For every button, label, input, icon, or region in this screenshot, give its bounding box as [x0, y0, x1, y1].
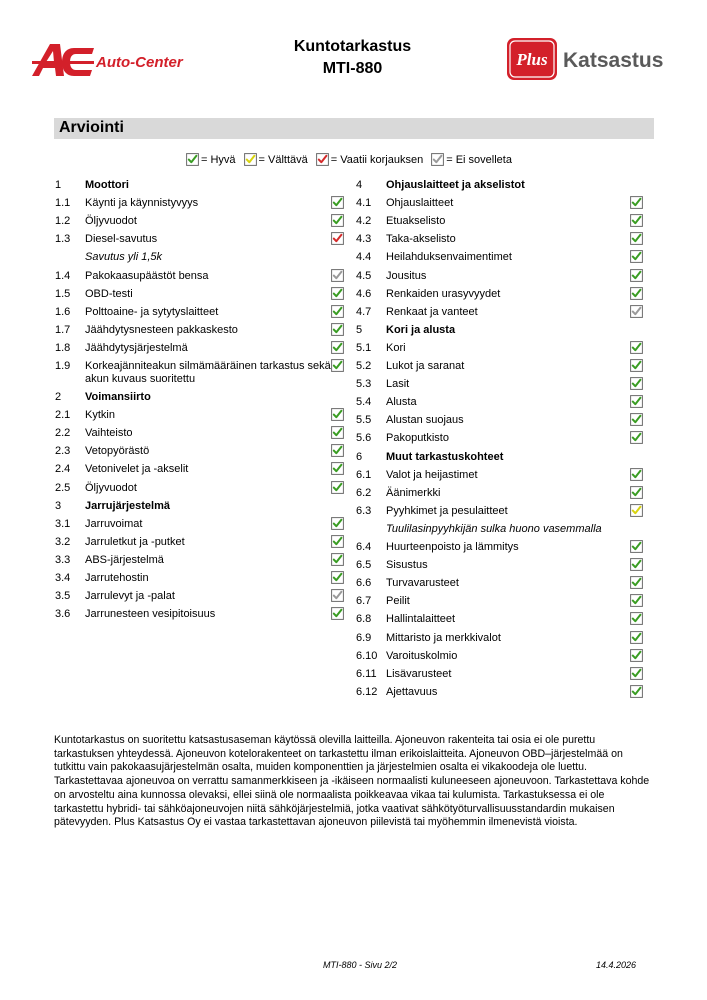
status-legend	[186, 153, 520, 166]
status-indicator	[630, 667, 643, 680]
checklist-item	[356, 233, 646, 246]
item-label: Öljyvuodot	[85, 215, 137, 228]
item-number: 2.5	[55, 481, 71, 494]
status-indicator	[630, 612, 643, 625]
item-number: 6.12	[356, 685, 378, 698]
item-number: 2.1	[55, 409, 71, 422]
item-number: 6.7	[356, 595, 372, 608]
checkmark-repair-icon	[316, 153, 329, 166]
item-label: Lasit	[386, 378, 410, 391]
checklist-item	[55, 427, 345, 440]
status-indicator	[630, 395, 643, 408]
item-number: 3.5	[55, 590, 71, 603]
checkmark-good-icon	[630, 250, 643, 263]
item-number: 2.4	[55, 463, 71, 476]
item-label: Huurteenpoisto ja lämmitys	[386, 541, 519, 553]
status-indicator	[331, 462, 344, 475]
checklist-item	[356, 613, 646, 626]
checkmark-good-icon	[331, 323, 344, 336]
item-number: 5.4	[356, 396, 372, 409]
checkmark-good-icon	[630, 287, 643, 300]
item-number: 1.1	[55, 197, 71, 210]
checklist-item	[356, 360, 646, 373]
item-number: 2.3	[55, 445, 71, 458]
checklist-item	[356, 632, 646, 645]
checkmark-na-icon	[331, 589, 344, 602]
item-number: 4.2	[356, 215, 372, 228]
item-number: 1	[55, 179, 62, 191]
item-number: 6.9	[356, 631, 372, 644]
item-number: 6.3	[356, 504, 372, 517]
item-label: Etuakselisto	[386, 215, 446, 228]
checkmark-good-icon	[331, 607, 344, 620]
item-number: 3.4	[55, 572, 71, 584]
item-number: 1.3	[55, 233, 71, 246]
item-number: 1.7	[55, 323, 71, 336]
item-label: Ajettavuus	[386, 685, 438, 698]
status-indicator	[630, 359, 643, 372]
checkmark-fair-icon	[630, 504, 643, 517]
item-number: 6	[356, 450, 363, 463]
title-line-2: MTI-880	[322, 60, 383, 77]
checkmark-good-icon	[331, 287, 344, 300]
checkmark-good-icon	[630, 196, 643, 209]
item-number: 3	[55, 499, 62, 512]
item-label: Sisustus	[386, 559, 428, 572]
checkmark-good-icon	[331, 359, 344, 372]
checkmark-good-icon	[630, 540, 643, 553]
category-label: Jarrujärjestelmä	[85, 499, 170, 512]
category-header	[55, 179, 345, 192]
checklist-item	[55, 233, 345, 246]
item-label: Mittaristo ja merkkivalot	[386, 631, 501, 644]
item-number: 3.3	[55, 553, 71, 566]
item-note: Savutus yli 1,5k	[85, 251, 163, 264]
checklist-item	[55, 342, 345, 355]
checklist-item	[55, 288, 345, 301]
checkmark-na-icon	[431, 153, 444, 166]
status-indicator	[331, 589, 344, 602]
item-number: 1.2	[55, 215, 71, 228]
checklist-item	[356, 251, 646, 264]
status-indicator	[331, 359, 344, 372]
checklist-item	[55, 270, 345, 283]
legend-item-fair	[244, 153, 308, 166]
item-number: 5.5	[356, 414, 372, 427]
item-label: Diesel-savutus	[85, 233, 158, 246]
item-label: Kori	[386, 341, 406, 354]
item-label: OBD-testi	[85, 287, 133, 300]
svg-text:Plus: Plus	[516, 50, 548, 69]
item-number: 3.2	[55, 535, 71, 548]
item-label: Jäähdytysjärjestelmä	[85, 341, 188, 354]
checkmark-good-icon	[331, 444, 344, 457]
status-indicator	[331, 232, 344, 245]
svg-text:Auto-Center: Auto-Center	[96, 54, 183, 71]
item-label: Jarrunesteen vesipitoisuus	[85, 608, 216, 621]
status-indicator	[630, 232, 643, 245]
checkmark-good-icon	[630, 214, 643, 227]
status-indicator	[331, 287, 344, 300]
checklist-item	[55, 409, 345, 422]
checklist-item	[55, 518, 345, 531]
checkmark-good-icon	[331, 571, 344, 584]
checkmark-good-icon	[630, 594, 643, 607]
checkmark-good-icon	[630, 667, 643, 680]
status-indicator	[630, 504, 643, 517]
status-indicator	[630, 631, 643, 644]
document-title	[250, 36, 455, 80]
checkmark-good-icon	[331, 517, 344, 530]
checkmark-good-icon	[630, 486, 643, 499]
status-indicator	[331, 426, 344, 439]
checkmark-good-icon	[630, 631, 643, 644]
checkmark-good-icon	[630, 468, 643, 481]
category-header	[55, 391, 345, 404]
item-label: Lukot ja saranat	[386, 360, 465, 372]
item-number: 5.2	[356, 360, 372, 372]
checklist-item	[55, 572, 345, 585]
item-label: Jousitus	[386, 269, 427, 282]
item-number: 1.9	[55, 360, 71, 372]
category-header	[356, 179, 646, 192]
checklist-item	[356, 270, 646, 283]
checkmark-good-icon	[630, 413, 643, 426]
checklist-item	[55, 590, 345, 603]
checklist-item	[356, 342, 646, 355]
checkmark-good-icon	[630, 232, 643, 245]
item-label: Jarruvoimat	[85, 517, 143, 530]
checkmark-good-icon	[331, 426, 344, 439]
checkmark-good-icon	[186, 153, 199, 166]
item-label: Renkaiden urasyvyydet	[386, 287, 501, 300]
legend-label: = Vaatii korjauksen	[330, 153, 424, 166]
checklist-item	[55, 554, 345, 567]
item-note: Tuulilasinpyyhkijän sulka huono vasemmalla	[386, 522, 602, 535]
item-label: Renkaat ja vanteet	[386, 305, 478, 318]
status-indicator	[331, 517, 344, 530]
status-indicator	[331, 408, 344, 421]
item-label: Jäähdytysnesteen pakkaskesto	[85, 323, 238, 336]
checklist-item	[356, 559, 646, 572]
item-number: 1.4	[55, 269, 71, 282]
checkmark-good-icon	[331, 214, 344, 227]
checklist-item	[356, 396, 646, 409]
status-indicator	[331, 196, 344, 209]
category-header	[356, 324, 646, 337]
status-indicator	[331, 269, 344, 282]
status-indicator	[331, 444, 344, 457]
item-number: 1.6	[55, 305, 71, 318]
checklist-item	[356, 197, 646, 210]
status-indicator	[630, 305, 643, 318]
checkmark-good-icon	[331, 341, 344, 354]
status-indicator	[331, 323, 344, 336]
checklist-item	[55, 360, 345, 385]
status-indicator	[331, 214, 344, 227]
checkmark-good-icon	[630, 685, 643, 698]
checklist-item	[55, 215, 345, 228]
report-date: 14.4.2026	[596, 960, 637, 970]
item-number: 6.1	[356, 468, 372, 481]
checkmark-good-icon	[630, 395, 643, 408]
checklist-item	[55, 536, 345, 549]
legend-label: = Välttävä	[258, 153, 308, 166]
item-number: 5	[356, 323, 363, 336]
checklist-item	[356, 505, 646, 518]
checklist-item	[55, 482, 345, 495]
checklist-item	[55, 463, 345, 476]
status-indicator	[331, 341, 344, 354]
legend-label: = Ei sovelleta	[446, 153, 512, 166]
item-label: Hallintalaitteet	[386, 613, 456, 626]
status-indicator	[331, 571, 344, 584]
category-label: Ohjauslaitteet ja akselistot	[386, 179, 525, 191]
item-label: Turvavarusteet	[386, 577, 459, 590]
auto-center-logo	[30, 40, 210, 84]
checklist-item	[356, 686, 646, 699]
item-number: 3.1	[55, 517, 71, 530]
item-label: Pyyhkimet ja pesulaitteet	[386, 504, 508, 517]
item-number: 6.11	[356, 667, 377, 680]
item-label: Lisävarusteet	[386, 667, 452, 680]
checklist-item	[356, 650, 646, 663]
checkmark-good-icon	[630, 558, 643, 571]
status-indicator	[630, 250, 643, 263]
plus-katsastus-logo-image	[505, 36, 675, 82]
category-label: Moottori	[85, 179, 129, 191]
checklist-item	[356, 306, 646, 319]
status-indicator	[630, 269, 643, 282]
item-number: 6.6	[356, 577, 372, 590]
checkmark-na-icon	[331, 269, 344, 282]
checklist-item	[356, 577, 646, 590]
item-label: Varoituskolmio	[386, 649, 458, 662]
checklist-item	[55, 197, 345, 210]
item-number: 6.8	[356, 613, 372, 626]
item-number: 3.6	[55, 608, 71, 621]
item-number: 1.5	[55, 287, 71, 300]
checklist-item	[356, 414, 646, 427]
checklist-item	[356, 288, 646, 301]
checklist-item	[356, 595, 646, 608]
item-label: Heilahduksenvaimentimet	[386, 251, 512, 264]
checkmark-good-icon	[331, 196, 344, 209]
status-indicator	[630, 649, 643, 662]
item-label: Polttoaine- ja sytytyslaitteet	[85, 305, 219, 318]
item-label: Pakokaasupäästöt bensa	[85, 269, 209, 282]
item-label: Käynti ja käynnistyvyys	[85, 197, 199, 210]
item-label: Pakoputkisto	[386, 432, 449, 445]
item-number: 4.4	[356, 251, 372, 264]
item-number: 4.3	[356, 233, 372, 246]
legend-item-good	[186, 153, 236, 166]
item-label: Taka-akselisto	[386, 233, 456, 246]
checkmark-good-icon	[331, 305, 344, 318]
item-label: Jarruletkut ja -putket	[85, 535, 185, 548]
checkmark-good-icon	[630, 377, 643, 390]
checkmark-good-icon	[331, 408, 344, 421]
status-indicator	[630, 540, 643, 553]
status-indicator	[630, 468, 643, 481]
status-indicator	[630, 486, 643, 499]
status-indicator	[331, 305, 344, 318]
status-indicator	[630, 431, 643, 444]
checkmark-good-icon	[331, 553, 344, 566]
disclaimer-text: Kuntotarkastus on suoritettu katsastusaseman käytössä olevilla laitteilla. Ajoneuvon rakenteita tai osia ei ole purettu tarkastuksen yhteydessä. Ajoneuvon kotelorakenteet on tarkastettu ilman erikoislaitteita. Ajoneuvon OBD–järjestelmää on tutkittu vain pakokaasujärjestelmän osalta, muiden komponenttien ja järjestelmien osalta ei vikakoodeja ole luettu. Tarkastettavaa ajoneuvoa on verrattu samanmerkkiseen ja -ikäiseen normaalisti kuluneeseen ajoneuvoon. Tarkastettava kohde on arvosteltu aina kunnossa olevaksi, ellei siinä ole normaalista poikkeavaa vikaa tai kulumista. Tarkastuksessa ei ole tarkastettu hybridi- tai sähköajoneuvojen niitä sähköjärjestelmiä, jotka vaativat sähkötyöturvallisuusstandardin mukaisen pätevyyden. Plus Katsastus Oy ei vastaa tarkastettavan ajoneuvon piilevistä tai myöhemmin ilmenevistä vioista.	[54, 734, 650, 829]
item-number: 4	[356, 179, 363, 191]
checkmark-good-icon	[331, 462, 344, 475]
checkmark-good-icon	[630, 269, 643, 282]
status-indicator	[331, 553, 344, 566]
checkmark-fair-icon	[244, 153, 257, 166]
checkmark-good-icon	[331, 481, 344, 494]
legend-item-na	[431, 153, 512, 166]
status-indicator	[630, 685, 643, 698]
category-label: Muut tarkastuskohteet	[386, 450, 504, 463]
checkmark-good-icon	[630, 359, 643, 372]
status-indicator	[630, 413, 643, 426]
checklist-item	[356, 668, 646, 681]
item-label: ABS-järjestelmä	[85, 553, 164, 566]
checkmark-na-icon	[630, 305, 643, 318]
checklist-item	[356, 378, 646, 391]
category-label: Kori ja alusta	[386, 323, 456, 336]
checklist-item	[356, 432, 646, 445]
item-label: Kytkin	[85, 409, 115, 422]
checkmark-good-icon	[630, 341, 643, 354]
page-number: MTI-880 - Sivu 2/2	[322, 960, 398, 970]
section-header	[54, 118, 654, 139]
item-label: Vetonivelet ja -akselit	[85, 463, 189, 476]
item-number: 6.4	[356, 541, 372, 553]
status-indicator	[630, 377, 643, 390]
status-indicator	[630, 196, 643, 209]
item-label: Äänimerkki	[386, 486, 441, 499]
item-number: 6.5	[356, 559, 372, 572]
status-indicator	[630, 576, 643, 589]
item-number: 5.1	[356, 341, 372, 354]
item-number: 1.8	[55, 341, 71, 354]
checkmark-good-icon	[630, 612, 643, 625]
status-indicator	[630, 214, 643, 227]
item-number: 4.1	[356, 197, 372, 210]
checkmark-good-icon	[630, 649, 643, 662]
status-indicator	[630, 594, 643, 607]
item-label: Valot ja heijastimet	[386, 468, 478, 481]
item-number: 6.2	[356, 486, 372, 499]
legend-label: = Hyvä	[201, 153, 236, 166]
checklist-item	[356, 215, 646, 228]
plus-katsastus-logo	[505, 36, 675, 82]
item-label: Öljyvuodot	[85, 481, 137, 494]
item-number: 4.7	[356, 305, 372, 318]
svg-text:Katsastus: Katsastus	[563, 49, 664, 72]
checklist-item	[55, 608, 345, 621]
checklist-item	[356, 487, 646, 500]
item-number: 2.2	[55, 427, 71, 440]
status-indicator	[331, 535, 344, 548]
checkmark-good-icon	[630, 431, 643, 444]
status-indicator	[630, 558, 643, 571]
checklist-item	[55, 306, 345, 319]
section-title: Arviointi	[59, 119, 124, 136]
item-label: Vetopyörästö	[85, 445, 150, 458]
category-label: Voimansiirto	[85, 391, 151, 403]
item-number: 5.6	[356, 432, 372, 445]
checklist-item	[356, 541, 646, 554]
item-label: Korkeajänniteakun silmämääräinen tarkastus sekä akun kuvaus suoritettu	[85, 360, 331, 385]
item-number: 5.3	[356, 378, 372, 391]
legend-item-repair	[316, 153, 423, 166]
item-label: Alusta	[386, 396, 417, 409]
checklist-item	[55, 445, 345, 458]
title-line-1: Kuntotarkastus	[293, 38, 412, 55]
auto-center-logo-image	[30, 40, 210, 84]
status-indicator	[630, 341, 643, 354]
checkmark-good-icon	[331, 535, 344, 548]
item-number: 2	[55, 391, 62, 403]
item-label: Ohjauslaitteet	[386, 197, 454, 210]
status-indicator	[331, 607, 344, 620]
item-number: 4.6	[356, 287, 372, 300]
status-indicator	[331, 481, 344, 494]
checklist-item	[356, 469, 646, 482]
item-label: Jarrutehostin	[85, 572, 149, 584]
category-header	[356, 451, 646, 464]
item-label: Alustan suojaus	[386, 414, 464, 427]
item-number: 6.10	[356, 649, 378, 662]
status-indicator	[630, 287, 643, 300]
item-number: 4.5	[356, 269, 372, 282]
checkmark-good-icon	[630, 576, 643, 589]
item-label: Jarrulevyt ja -palat	[85, 590, 175, 603]
checklist-item	[55, 324, 345, 337]
checkmark-repair-icon	[331, 232, 344, 245]
item-label: Peilit	[386, 595, 410, 608]
category-header	[55, 500, 345, 513]
item-label: Vaihteisto	[85, 427, 133, 440]
